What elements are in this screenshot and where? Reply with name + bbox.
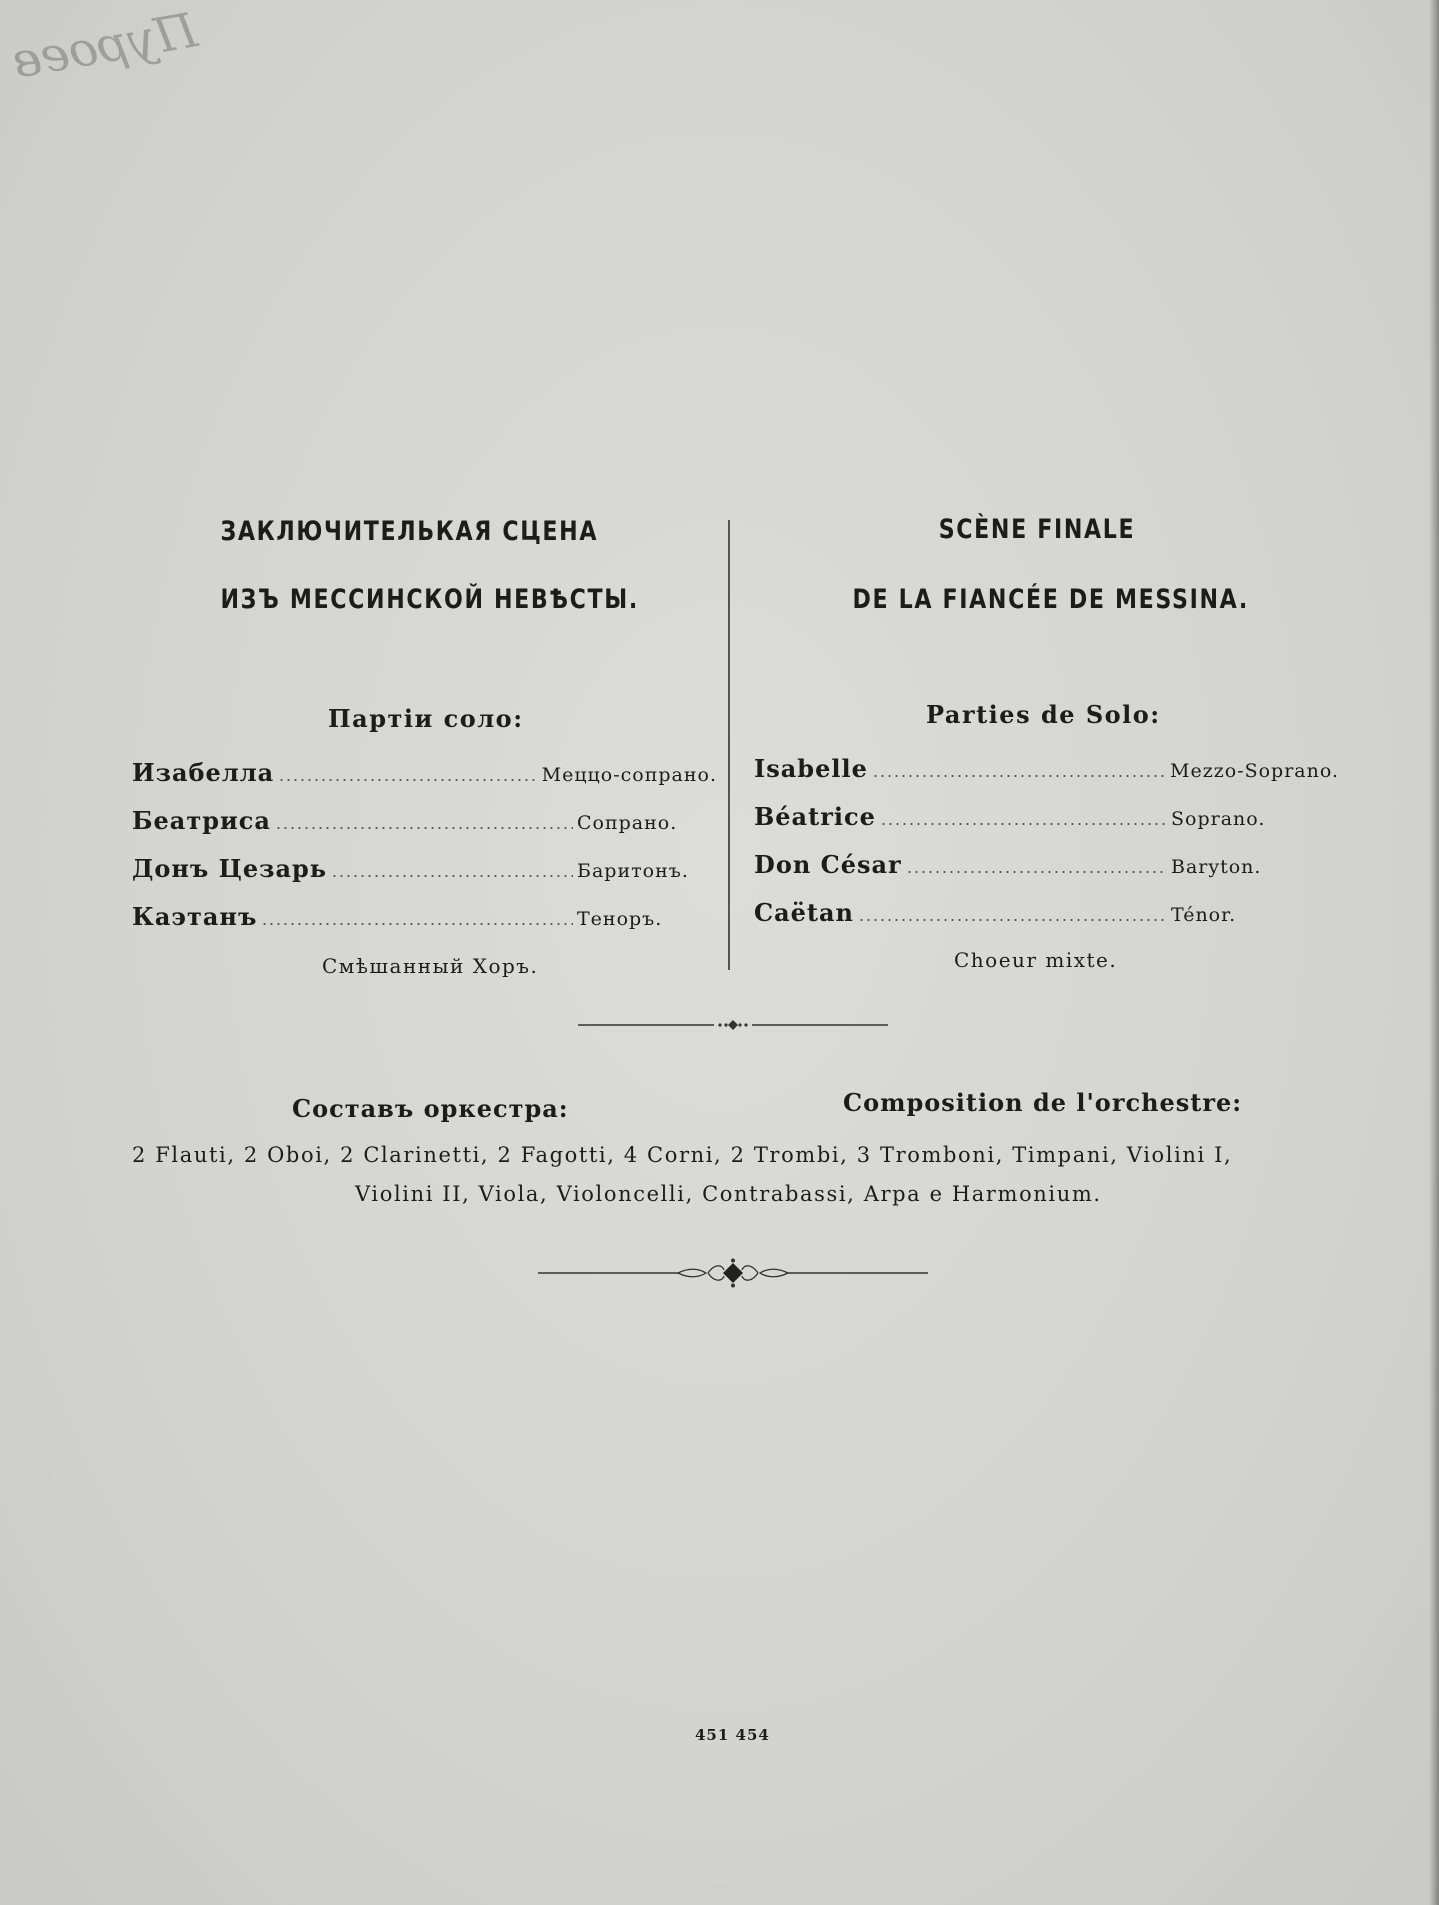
french-title-line1: SCÈNE FINALE bbox=[938, 514, 1136, 545]
russian-title-line2: ИЗЪ МЕССИНСКОЙ НЕВѢСТЫ. bbox=[220, 584, 639, 615]
leader-dots bbox=[278, 779, 537, 781]
russian-chorus: Смѣшанный Хоръ. bbox=[322, 954, 539, 978]
french-role-row bbox=[754, 898, 1339, 927]
russian-role-row bbox=[132, 758, 717, 787]
ornament-divider-large bbox=[538, 1258, 928, 1288]
french-role-row bbox=[754, 802, 1339, 831]
french-chorus: Choeur mixte. bbox=[954, 948, 1118, 972]
handwritten-signature: Пуроев bbox=[8, 2, 202, 90]
french-title-line2: DE LA FIANCÉE DE MESSINA. bbox=[852, 584, 1249, 615]
russian-role-row bbox=[132, 854, 717, 883]
leader-dots bbox=[906, 871, 1167, 873]
role-voice: Теноръ. bbox=[577, 908, 663, 930]
column-divider bbox=[728, 520, 730, 970]
role-name: Béatrice bbox=[754, 802, 876, 831]
role-name: Донъ Цезарь bbox=[132, 854, 328, 883]
role-voice: Ténor. bbox=[1171, 904, 1237, 926]
russian-title-line1: ЗАКЛЮЧИТЕЛЬКАЯ СЦЕНА bbox=[220, 516, 599, 547]
role-voice: Soprano. bbox=[1171, 808, 1266, 830]
russian-role-row bbox=[132, 806, 717, 835]
role-voice: Меццо-сопрано. bbox=[541, 764, 717, 786]
role-voice: Сопрано. bbox=[577, 812, 678, 834]
role-voice: Baryton. bbox=[1171, 856, 1262, 878]
leader-dots bbox=[331, 875, 573, 877]
french-role-row bbox=[754, 850, 1339, 879]
plate-number: 451 454 bbox=[695, 1726, 770, 1744]
leader-dots bbox=[261, 923, 573, 925]
instruments-line1: 2 Flauti, 2 Oboi, 2 Clarinetti, 2 Fagotti, 4 Corni, 2 Trombi, 3 Tromboni, Timpani, Violini I, bbox=[132, 1143, 1233, 1167]
leader-dots bbox=[858, 919, 1167, 921]
leader-dots bbox=[872, 775, 1166, 777]
russian-role-row bbox=[132, 902, 717, 931]
russian-orchestra-heading: Составъ оркестра: bbox=[292, 1094, 569, 1123]
ornament-divider-small bbox=[578, 1016, 888, 1034]
leader-dots bbox=[880, 823, 1167, 825]
role-voice: Баритонъ. bbox=[577, 860, 689, 882]
role-name: Изабелла bbox=[132, 758, 275, 787]
french-role-row bbox=[754, 754, 1339, 783]
role-name: Don César bbox=[754, 850, 902, 879]
role-name: Caëtan bbox=[754, 898, 855, 927]
role-name: Isabelle bbox=[754, 754, 868, 783]
role-voice: Mezzo-Soprano. bbox=[1170, 760, 1339, 782]
role-name: Беатриса bbox=[132, 806, 271, 835]
french-orchestra-heading: Composition de l'orchestre: bbox=[843, 1088, 1243, 1117]
role-name: Каэтанъ bbox=[132, 902, 258, 931]
leader-dots bbox=[275, 827, 573, 829]
russian-solo-heading: Партіи соло: bbox=[328, 704, 524, 733]
french-solo-heading: Parties de Solo: bbox=[926, 700, 1161, 729]
instruments-line2: Violini II, Viola, Violoncelli, Contrabassi, Arpa e Harmonium. bbox=[355, 1182, 1102, 1206]
